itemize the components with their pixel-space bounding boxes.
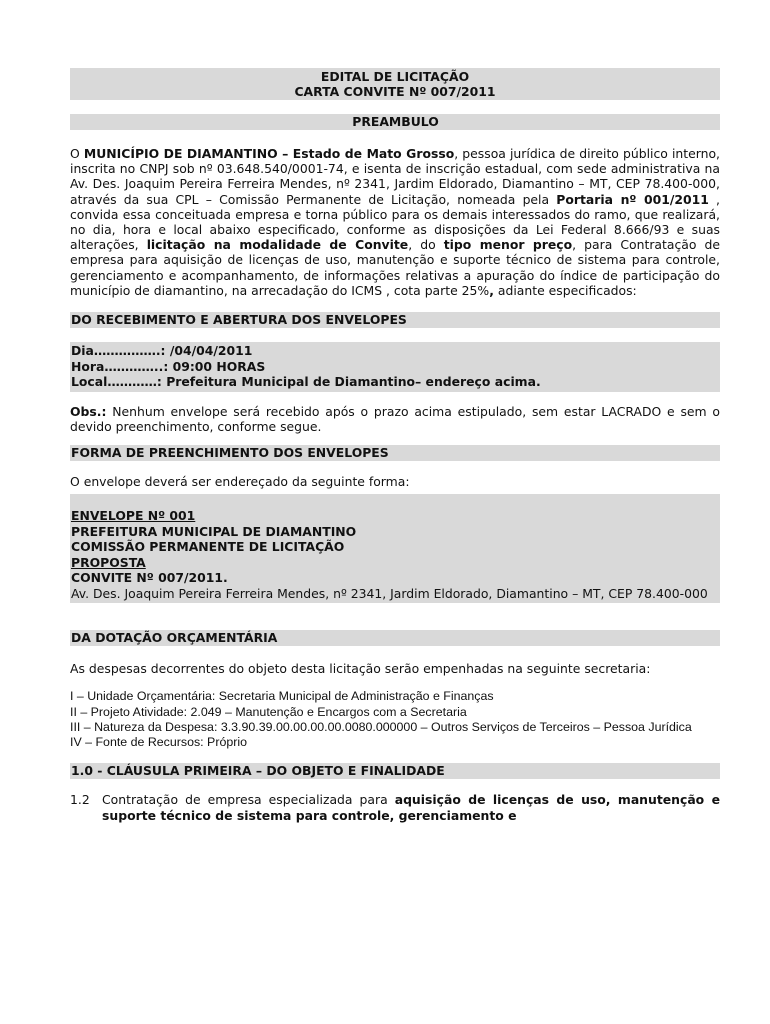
clausula-bold-text: aquisição de licenças de uso, manutenção e suporte técnico de sistema para controle, gerenciamento e xyxy=(102,792,720,823)
envelope-number: ENVELOPE Nº 001 xyxy=(71,508,196,524)
envelope-proposta: PROPOSTA xyxy=(71,554,146,570)
tipo-text: tipo menor preço xyxy=(443,237,573,253)
text-run: , xyxy=(489,282,494,298)
envelope-prefeitura: PREFEITURA MUNICIPAL DE DIAMANTINO xyxy=(71,523,357,539)
modalidade-text: licitação na modalidade de Convite xyxy=(146,237,409,253)
local-line: Local…………: Prefeitura Municipal de Diamantino– endereço acima. xyxy=(71,374,541,390)
title-line-carta-convite: CARTA CONVITE Nº 007/2011 xyxy=(294,84,496,99)
obs-text: Nenhum envelope será recebido após o prazo acima estipulado, sem estar LACRADO e sem o devido preenchimento, conforme segue. xyxy=(70,403,720,434)
dotacao-list xyxy=(70,689,720,750)
dotacao-heading: DA DOTAÇÃO ORÇAMENTÁRIA xyxy=(70,630,720,646)
title-line-edital: EDITAL DE LICITAÇÃO xyxy=(320,69,470,84)
obs-paragraph xyxy=(70,404,720,434)
preenchimento-heading: FORMA DE PREENCHIMENTO DOS ENVELOPES xyxy=(70,445,720,461)
envelope-convite: CONVITE Nº 007/2011. xyxy=(71,570,228,586)
obs-label: Obs.: xyxy=(70,403,107,419)
text-run: , do xyxy=(408,237,444,253)
text-run: adiante especificados: xyxy=(493,282,637,298)
envelope-comissao: COMISSÃO PERMANENTE DE LICITAÇÃO xyxy=(71,539,345,555)
clausula-heading: 1.0 - CLÁUSULA PRIMEIRA – DO OBJETO E FINALIDADE xyxy=(70,763,720,779)
document-title xyxy=(70,68,720,100)
envelope-address-block xyxy=(70,494,720,603)
preambulo-paragraph xyxy=(70,146,720,298)
text-run: , pessoa jurídica de direito público interno, inscrita no CNPJ sob nº 03.648.540/0001-74, e isenta de inscrição estadual, com sede administrativa na Av. Des. Joaquim Pereira Ferreira Mendes, nº 2341, Jardim Eldorado, Diamantino – MT, CEP 78.400-000, através da sua CPL – Comissão Permanente de Licitação, nomeada pela xyxy=(70,146,720,207)
portaria-number: Portaria nº 001/2011 xyxy=(556,191,709,207)
text-run: , para Contratação de empresa para aquisição de licenças de uso, manutenção e suporte técnico de sistema para controle, gerenciamento e acompanhamento, de informações relativas a apuração do índice de participação do município de diamantino, na arrecadação do ICMS , cota parte 25% xyxy=(70,237,720,298)
dotacao-item: I – Unidade Orçamentária: Secretaria Municipal de Administração e Finanças xyxy=(70,689,494,704)
clausula-text xyxy=(102,792,720,823)
dia-line: Dia…………….: /04/04/2011 xyxy=(71,343,253,359)
preenchimento-intro: O envelope deverá ser endereçado da seguinte forma: xyxy=(70,473,410,489)
clausula-item xyxy=(70,792,720,823)
text-run: Contratação de empresa especializada para xyxy=(102,792,395,808)
text-run: , convida essa conceituada empresa e torna público para os demais interessados do ramo, que realizará, no dia, hora e local abaixo especificado, conforme as disposições da Lei Federal 8.666/93 e suas alterações, xyxy=(70,191,720,253)
preambulo-heading: PREAMBULO xyxy=(70,114,720,130)
dotacao-intro: As despesas decorrentes do objeto desta licitação serão empenhadas na seguinte secretaria: xyxy=(70,661,651,677)
recebimento-heading: DO RECEBIMENTO E ABERTURA DOS ENVELOPES xyxy=(70,312,720,328)
clausula-number: 1.2 xyxy=(70,792,90,808)
envelope-address: Av. Des. Joaquim Pereira Ferreira Mendes, nº 2341, Jardim Eldorado, Diamantino – MT, CEP 78.400-000 xyxy=(71,585,708,601)
recebimento-details xyxy=(70,342,720,392)
dotacao-item: IV – Fonte de Recursos: Próprio xyxy=(70,734,247,749)
text-run: O xyxy=(70,146,84,161)
municipio-name: MUNICÍPIO DE DIAMANTINO – Estado de Mato Grosso xyxy=(83,146,455,161)
document-page xyxy=(70,68,720,823)
dotacao-item: II – Projeto Atividade: 2.049 – Manutenção e Encargos com a Secretaria xyxy=(70,704,467,719)
hora-line: Hora…………..: 09:00 HORAS xyxy=(71,358,266,374)
dotacao-item: III – Natureza da Despesa: 3.3.90.39.00.00.00.00.0080.000000 – Outros Serviços de Terceiros – Pessoa Jurídica xyxy=(70,719,692,734)
